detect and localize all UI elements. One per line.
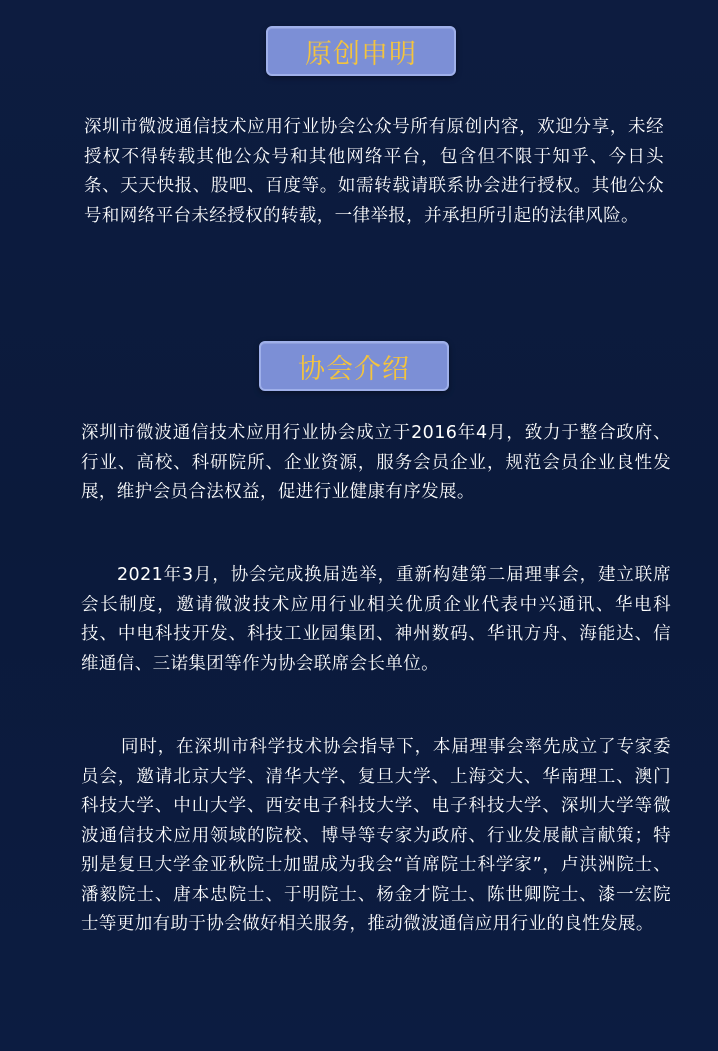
statement-section-title: 原创申明 — [266, 26, 456, 76]
intro-paragraph-1: 深圳市微波通信技术应用行业协会成立于2016年4月，致力于整合政府、行业、高校、科研院所、企业资源，服务会员企业，规范会员企业良性发展，维护会员合法权益，促进行业健康有序发展。 — [81, 423, 671, 502]
statement-paragraph: 深圳市微波通信技术应用行业协会公众号所有原创内容，欢迎分享，未经授权不得转载其他公众号和其他网络平台，包含但不限于知乎、今日头条、天天快报、股吧、百度等。如需转载请联系协会进行授权。其他公众号和网络平台未经授权的转载，一律举报，并承担所引起的法律风险。 — [84, 117, 664, 226]
intro-paragraph-2: 2021年3月，协会完成换届选举，重新构建第二届理事会，建立联席会长制度，邀请微波技术应用行业相关优质企业代表中兴通讯、华电科技、中电科技开发、科技工业园集团、神州数码、华讯方舟、海能达、信维通信、三诺集团等作为协会联席会长单位。 — [81, 565, 671, 674]
intro-section-title: 协会介绍 — [259, 341, 449, 391]
intro-paragraph-3: 同时，在深圳市科学技术协会指导下，本届理事会率先成立了专家委员会，邀请北京大学、清华大学、复旦大学、上海交大、华南理工、澳门科技大学、中山大学、西安电子科技大学、电子科技大学、深圳大学等微波通信技术应用领域的院校、博导等专家为政府、行业发展献言献策；特别是复旦大学金亚秋院士加盟成为我会“首席院士科学家”，卢洪洲院士、潘毅院士、唐本忠院士、于明院士、杨金才院士、陈世卿院士、漆一宏院士等更加有助于协会做好相关服务，推动微波通信应用行业的良性发展。 — [81, 737, 671, 934]
